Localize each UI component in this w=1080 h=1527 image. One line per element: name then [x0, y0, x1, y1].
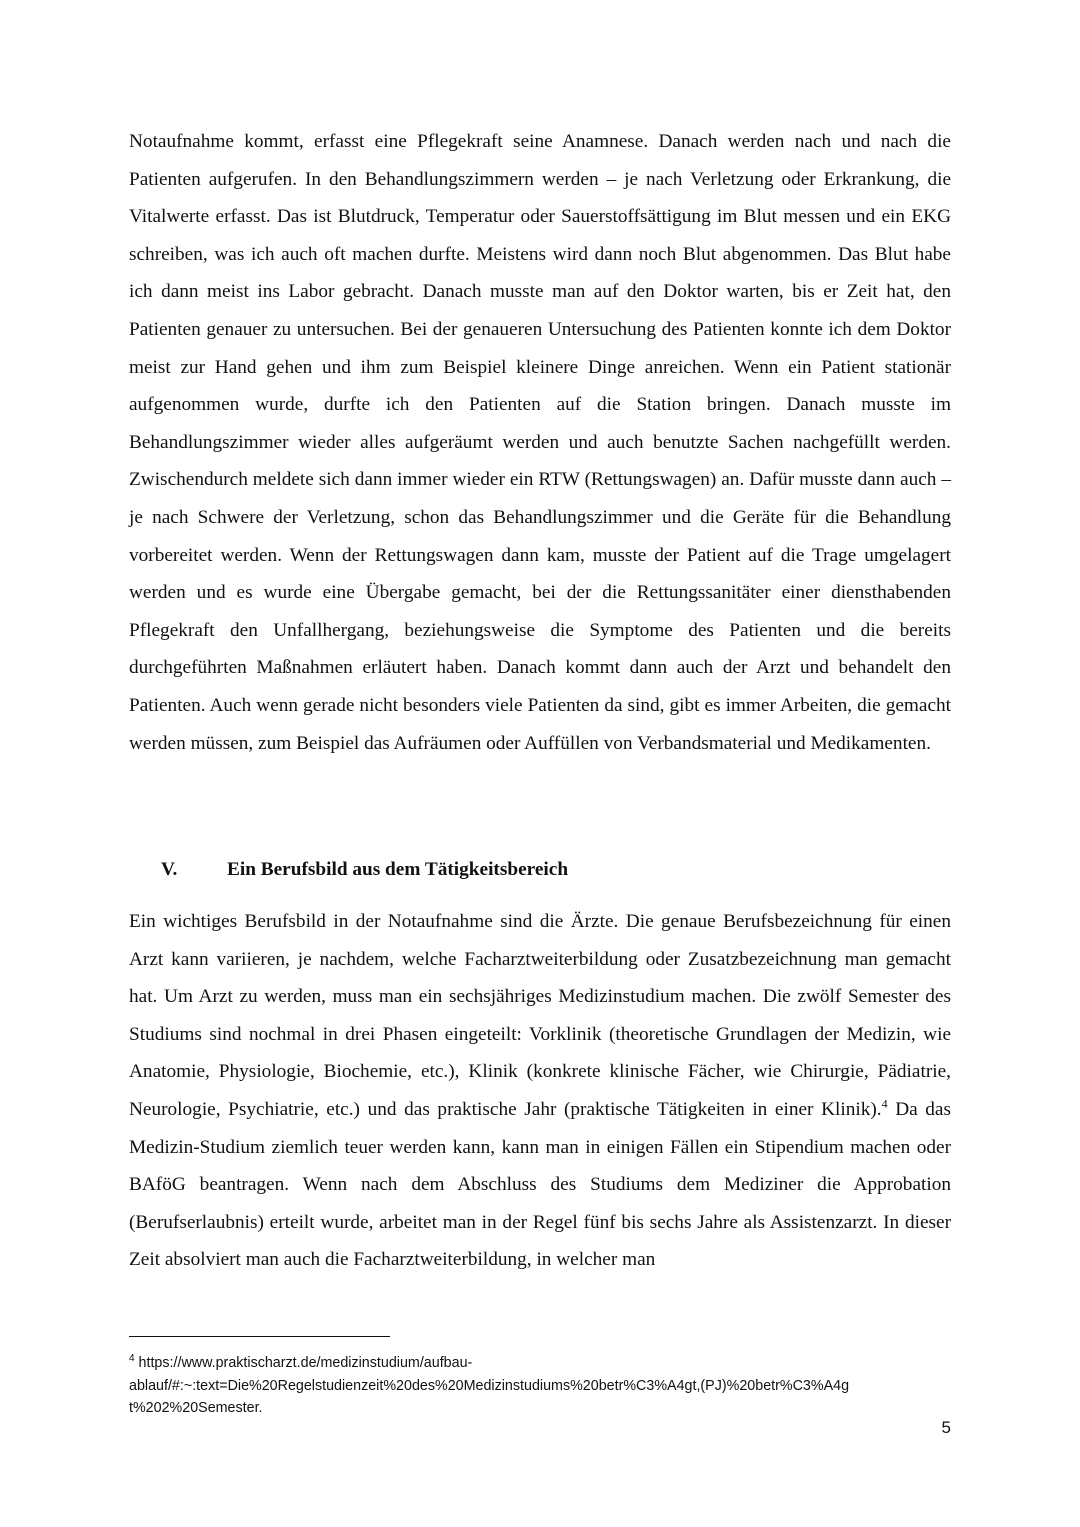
page-number: 5	[941, 1418, 951, 1437]
body-paragraph: Notaufnahme kommt, erfasst eine Pflegekraft seine Anamnese. Danach werden nach und nach die Patienten aufgerufen. In den Behandlungszimmern werden – je nach Verletzung oder Erkrankung, die Vitalwerte erfasst. Das ist Blutdruck, Temperatur oder Sauerstoffsättigung im Blut messen und ein EKG schreiben, was ich auch oft machen durfte. Meistens wird dann noch Blut abgenommen. Das Blut habe ich dann meist ins Labor gebracht. Danach musste man auf den Doktor warten, bis er Zeit hat, den Patienten genauer zu untersuchen. Bei der genaueren Untersuchung des Patienten konnte ich dem Doktor meist zur Hand gehen und ihm zum Beispiel kleinere Dinge anreichen. Wenn ein Patient stationär aufgenommen wurde, durfte ich den Patienten auf die Station bringen. Danach musste im Behandlungszimmer wieder alles aufgeräumt werden und auch benutzte Sachen nachgefüllt werden. Zwischendurch meldete sich dann immer wieder ein RTW (Rettungswagen) an. Dafür musste dann auch – je nach Schwere der Verletzung, schon das Behandlungszimmer und die Geräte für die Behandlung vorbereitet werden. Wenn der Rettungswagen dann kam, musste der Patient auf die Trage umgelagert werden und es wurde eine Übergabe gemacht, bei der die Rettungssanitäter einer diensthabenden Pflegekraft den Unfallhergang, beziehungsweise die Symptome des Patienten und die bereits durchgeführten Maßnahmen erläutert haben. Danach kommt dann auch der Arzt und behandelt den Patienten. Auch wenn gerade nicht besonders viele Patienten da sind, gibt es immer Arbeiten, die gemacht werden müssen, zum Beispiel das Aufräumen oder Auffüllen von Verbandsmaterial und Medikamenten.	[129, 131, 951, 754]
footnote-separator	[129, 1336, 390, 1337]
paragraph-text: Da das Medizin-Studium ziemlich teuer werden kann, kann man in einigen Fällen ein Stipendium machen oder BAföG beantragen. Wenn nach dem Abschluss des Studiums dem Mediziner die Approbation (Berufserlaubnis) erteilt wurde, arbeitet man in der Regel fünf bis sechs Jahre als Assistenzarzt. In dieser Zeit absolviert man auch die Facharztweiterbildung, in welcher man	[129, 1098, 951, 1271]
footnote-line[interactable]: ablauf/#:~:text=Die%20Regelstudienzeit%20des%20Medizinstudiums%20betr%C3%A4gt,(PJ)%20betr%C3%A4g	[129, 1377, 850, 1394]
footnote	[129, 1352, 951, 1420]
section-number: V.	[161, 859, 178, 880]
paragraph-text: Ein wichtiges Berufsbild in der Notaufnahme sind die Ärzte. Die genaue Berufsbezeichnung für einen Arzt kann variieren, je nachdem, welche Facharztweiterbildung oder Zusatzbezeichnung man gemacht hat. Um Arzt zu werden, muss man ein sechsjähriges Medizinstudium machen. Die zwölf Semester des Studiums sind nochmal in drei Phasen eingeteilt: Vorklinik (theoretische Grundlagen der Medizin, wie Anatomie, Physiologie, Biochemie, etc.), Klinik (konkrete klinische Fächer, wie Chirurgie, Pädiatrie, Neurologie, Psychiatrie, etc.) und das praktische Jahr (praktische Tätigkeiten in einer Klinik).	[129, 911, 951, 1120]
footnote-number: 4	[129, 1353, 135, 1365]
footnote-url-part[interactable]: https://www.praktischarzt.de/medizinstudium/aufbau-	[134, 1355, 473, 1371]
body-paragraph	[129, 903, 951, 1279]
footnote-line[interactable]	[129, 1352, 951, 1375]
section-title: Ein Berufsbild aus dem Tätigkeitsbereich	[227, 859, 569, 880]
footnote-line[interactable]: t%202%20Semester.	[129, 1400, 263, 1416]
footnote-reference[interactable]: 4	[881, 1096, 888, 1111]
